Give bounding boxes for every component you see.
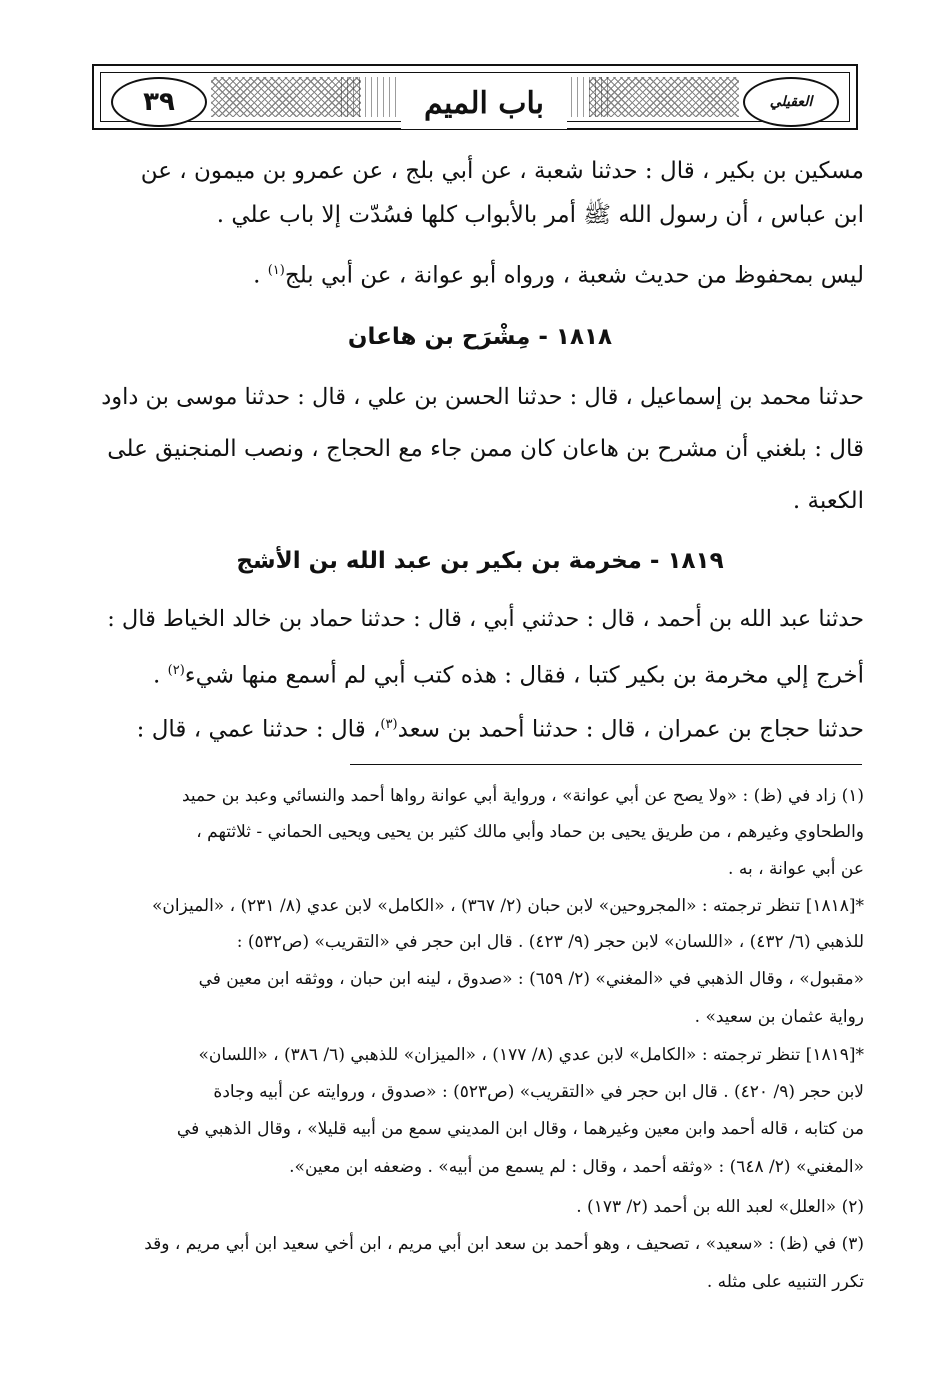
text-line (137, 710, 864, 745)
text-line (253, 256, 864, 291)
book-logo: العقيلي (769, 94, 813, 110)
text-line: حدثنا عبد الله بن أحمد ، قال : حدثني أبي ، قال : حدثنا حماد بن خالد الخياط قال : (107, 606, 864, 632)
footnote-line: من كتابه ، قاله أحمد وابن معين وغيرهما ، وقال ابن المديني سمع من أبيه قليلا» ، وقال الذهبي في (176, 1119, 864, 1139)
footnote-line: لابن حجر (٩/ ٤٢٠) . قال ابن حجر في «التقريب» (ص٥٢٣) : «صدوق ، وروايته عن أبيه وجادة (213, 1082, 864, 1102)
footnote-line: «مقبول» ، وقال الذهبي في «المغني» (٢/ ٦٥٩) : «صدوق ، لينه ابن حبان ، ووثقه ابن معين في (198, 969, 864, 989)
text-span: حدثنا حجاج بن عمران ، قال : حدثنا أحمد بن سعد (397, 716, 864, 743)
text-line: مسكين بن بكير ، قال : حدثنا شعبة ، عن أبي بلج ، عن عمرو بن ميمون ، عن (140, 158, 864, 184)
page-number-medallion (111, 77, 207, 127)
entry-heading-1819: ١٨١٩ - مخرمة بن بكير بن عبد الله بن الأشج (236, 548, 724, 574)
footnote-line: (١) زاد في (ظ) : «ولا يصح عن أبي عوانة» ، ورواية أبي عوانة رواها أحمد والنسائي وعبد بن حميد (182, 786, 864, 806)
ornament-left (211, 77, 361, 117)
header-inner-border (100, 72, 850, 122)
footnote-ref: (٣) (380, 717, 398, 732)
text-span: ليس بمحفوظ من حديث شعبة ، ورواه أبو عوانة ، عن أبي بلج (284, 262, 864, 289)
footnote-line: رواية عثمان بن سعيد» . (694, 1007, 864, 1027)
footnote-line: والطحاوي وغيرهم ، من طريق يحيى بن حماد وأبي مالك كثير بن يحيى ويحيى الحماني - ثلاثتهم ، (196, 822, 864, 842)
text-line: قال : بلغني أن مشرح بن هاعان كان ممن جاء مع الحجاج ، ونصب المنجنيق على (107, 436, 864, 462)
text-span: . (153, 662, 168, 689)
text-span: ، قال : حدثنا عمي ، قال : (136, 716, 381, 743)
text-span: . (253, 262, 268, 289)
page-header (92, 64, 860, 132)
text-line: حدثنا محمد بن إسماعيل ، قال : حدثنا الحسن بن علي ، قال : حدثنا موسى بن داود (101, 384, 864, 410)
footnote-line: *[١٨١٩] تنظر ترجمته : «الكامل» لابن عدي (٨/ ١٧٧) ، «الميزان» للذهبي (٦/ ٣٨٦) ، «اللسان» (198, 1045, 864, 1065)
footnote-line: «المغني» (٢/ ٦٤٨) : «وثقه أحمد ، وقال : لم يسمع من أبيه» . وضعفه ابن معين». (289, 1157, 864, 1177)
text-line (153, 656, 864, 691)
footnote-line: تكرر التنبيه على مثله . (706, 1272, 864, 1292)
book-logo-medallion (743, 77, 839, 127)
page-number: ٣٩ (143, 87, 175, 117)
text-span: أخرج إلي مخرمة بن بكير كتبا ، فقال : هذه كتب أبي لم أسمع منها شيء (184, 662, 864, 689)
entry-heading-1818: ١٨١٨ - مِشْرَح بن هاعان (347, 324, 613, 350)
footnote-line: للذهبي (٦/ ٤٣٢) ، «اللسان» لابن حجر (٩/ ٤٢٣) . قال ابن حجر في «التقريب» (ص٥٣٢) : (236, 932, 864, 952)
ornament-right (589, 77, 739, 117)
footnote-separator (350, 764, 862, 765)
footnote-line: *[١٨١٨] تنظر ترجمته : «المجروحين» لابن حبان (٢/ ٣٦٧) ، «الكامل» لابن عدي (٨/ ٢٣١) ، «الميزان» (151, 896, 864, 916)
footnote-ref: (١) (267, 263, 285, 278)
footnote-line: (٣) في (ظ) : «سعيد» ، تصحيف ، وهو أحمد بن سعد ابن أبي مريم ، ابن أخي سعيد ابن أبي مريم ، وقد (144, 1234, 864, 1254)
footnote-line: (٢) «العلل» لعبد الله بن أحمد (٢/ ١٧٣) . (576, 1197, 864, 1217)
footnote-ref: (٢) (167, 663, 185, 678)
footnote-line: عن أبي عوانة ، به . (728, 859, 864, 879)
text-line: ابن عباس ، أن رسول الله ﷺ أمر بالأبواب كلها فسُدّت إلا باب علي . (216, 202, 864, 228)
text-line: الكعبة . (792, 488, 864, 514)
chapter-title: باب الميم (401, 77, 567, 129)
header-frame (92, 64, 858, 130)
